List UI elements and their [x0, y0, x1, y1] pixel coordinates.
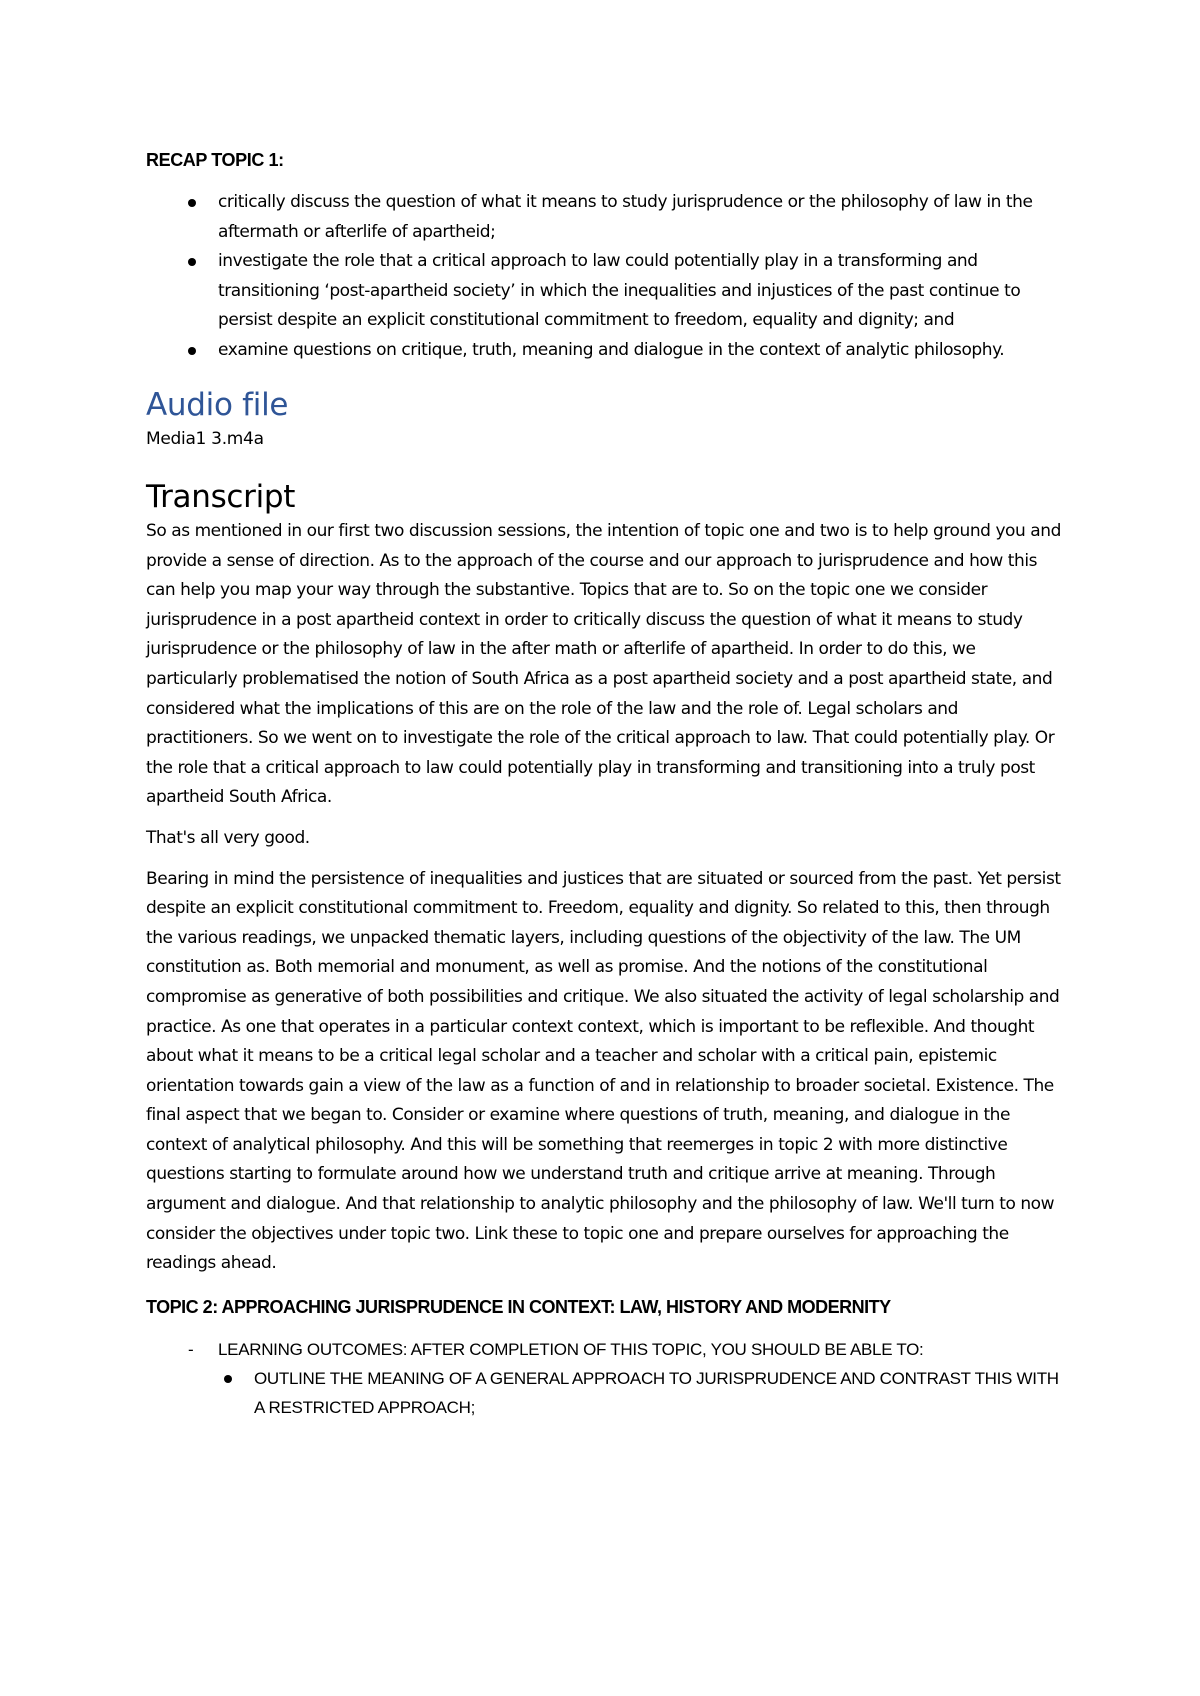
outcomes-sublist: [218, 1364, 1066, 1422]
audio-heading: Audio file: [146, 387, 289, 423]
bullet-icon: [224, 1375, 232, 1383]
bullet-icon: [188, 258, 196, 266]
dash-marker: -: [188, 1339, 194, 1359]
learning-outcomes-label: LEARNING OUTCOMES: AFTER COMPLETION OF THIS TOPIC, YOU SHOULD BE ABLE TO:: [218, 1339, 924, 1359]
transcript-paragraph: Bearing in mind the persistence of inequalities and justices that are situated or sourced from the past. Yet persist despite an explicit constitutional commitment to. Freedom, equality and dignity. So related to this, then through the various readings, we unpacked thematic layers, including questions of the objectivity of the law. The UM constitution as. Both memorial and monument, as well as promise. And the notions of the constitutional compromise as generative of both possibilities and critique. We also situated the activity of legal scholarship and practice. As one that operates in a particular context context, which is important to be reflexible. And thought about what it means to be a critical legal scholar and a teacher and scholar with a critical pain, epistemic orientation towards gain a view of the law as a function of and in relationship to broader societal. Existence. The final aspect that we began to. Consider or examine where questions of truth, meaning, and dialogue in the context of analytical philosophy. And this will be something that reemerges in topic 2 with more distinctive questions starting to formulate around how we understand truth and critique arrive at meaning. Through argument and dialogue. And that relationship to analytic philosophy and the philosophy of law. We'll turn to now consider the objectives under topic two. Link these to topic one and prepare ourselves for approaching the readings ahead.: [146, 868, 1061, 1274]
learning-outcomes-item: [146, 1335, 1066, 1422]
recap-heading: RECAP TOPIC 1:: [146, 150, 284, 170]
recap-list-item: [146, 188, 1066, 247]
learning-outcomes-list: [146, 1335, 1066, 1422]
bullet-icon: [188, 199, 196, 207]
recap-list: [146, 188, 1066, 365]
outcome-item-text: OUTLINE THE MEANING OF A GENERAL APPROACH TO JURISPRUDENCE AND CONTRAST THIS WITH A RESTRICTED APPROACH;: [254, 1368, 1059, 1417]
recap-list-item: [146, 247, 1066, 336]
transcript-paragraph: That's all very good.: [146, 827, 310, 848]
bullet-icon: [188, 347, 196, 355]
topic2-heading: TOPIC 2: APPROACHING JURISPRUDENCE IN CONTEXT: LAW, HISTORY AND MODERNITY: [146, 1296, 891, 1317]
transcript-heading: Transcript: [146, 479, 296, 515]
outcome-item: [218, 1364, 1066, 1422]
audio-file-name: Media1 3.m4a: [146, 429, 264, 449]
recap-list-item: [146, 336, 1066, 366]
document-page: [146, 146, 1066, 1422]
recap-item-text: examine questions on critique, truth, meaning and dialogue in the context of analytic philosophy.: [218, 339, 1005, 360]
recap-item-text: investigate the role that a critical approach to law could potentially play in a transforming and transitioning ‘post-apartheid society’ in which the inequalities and injustices of the past continue to persist despite an explicit constitutional commitment to freedom, equality and dignity; and: [218, 251, 1021, 330]
recap-item-text: critically discuss the question of what it means to study jurisprudence or the philosophy of law in the aftermath or afterlife of apartheid;: [218, 192, 1033, 242]
transcript-paragraph: So as mentioned in our first two discussion sessions, the intention of topic one and two is to help ground you and provide a sense of direction. As to the approach of the course and our approach to jurisprudence and how this can help you map your way through the substantive. Topics that are to. So on the topic one we consider jurisprudence in a post apartheid context in order to critically discuss the question of what it means to study jurisprudence or the philosophy of law in the after math or afterlife of apartheid. In order to do this, we particularly problematised the notion of South Africa as a post apartheid society and a post apartheid state, and considered what the implications of this are on the role of the law and the role of. Legal scholars and practitioners. So we went on to investigate the role of the critical approach to law. That could potentially play. Or the role that a critical approach to law could potentially play in transforming and transitioning into a truly post apartheid South Africa.: [146, 521, 1061, 808]
